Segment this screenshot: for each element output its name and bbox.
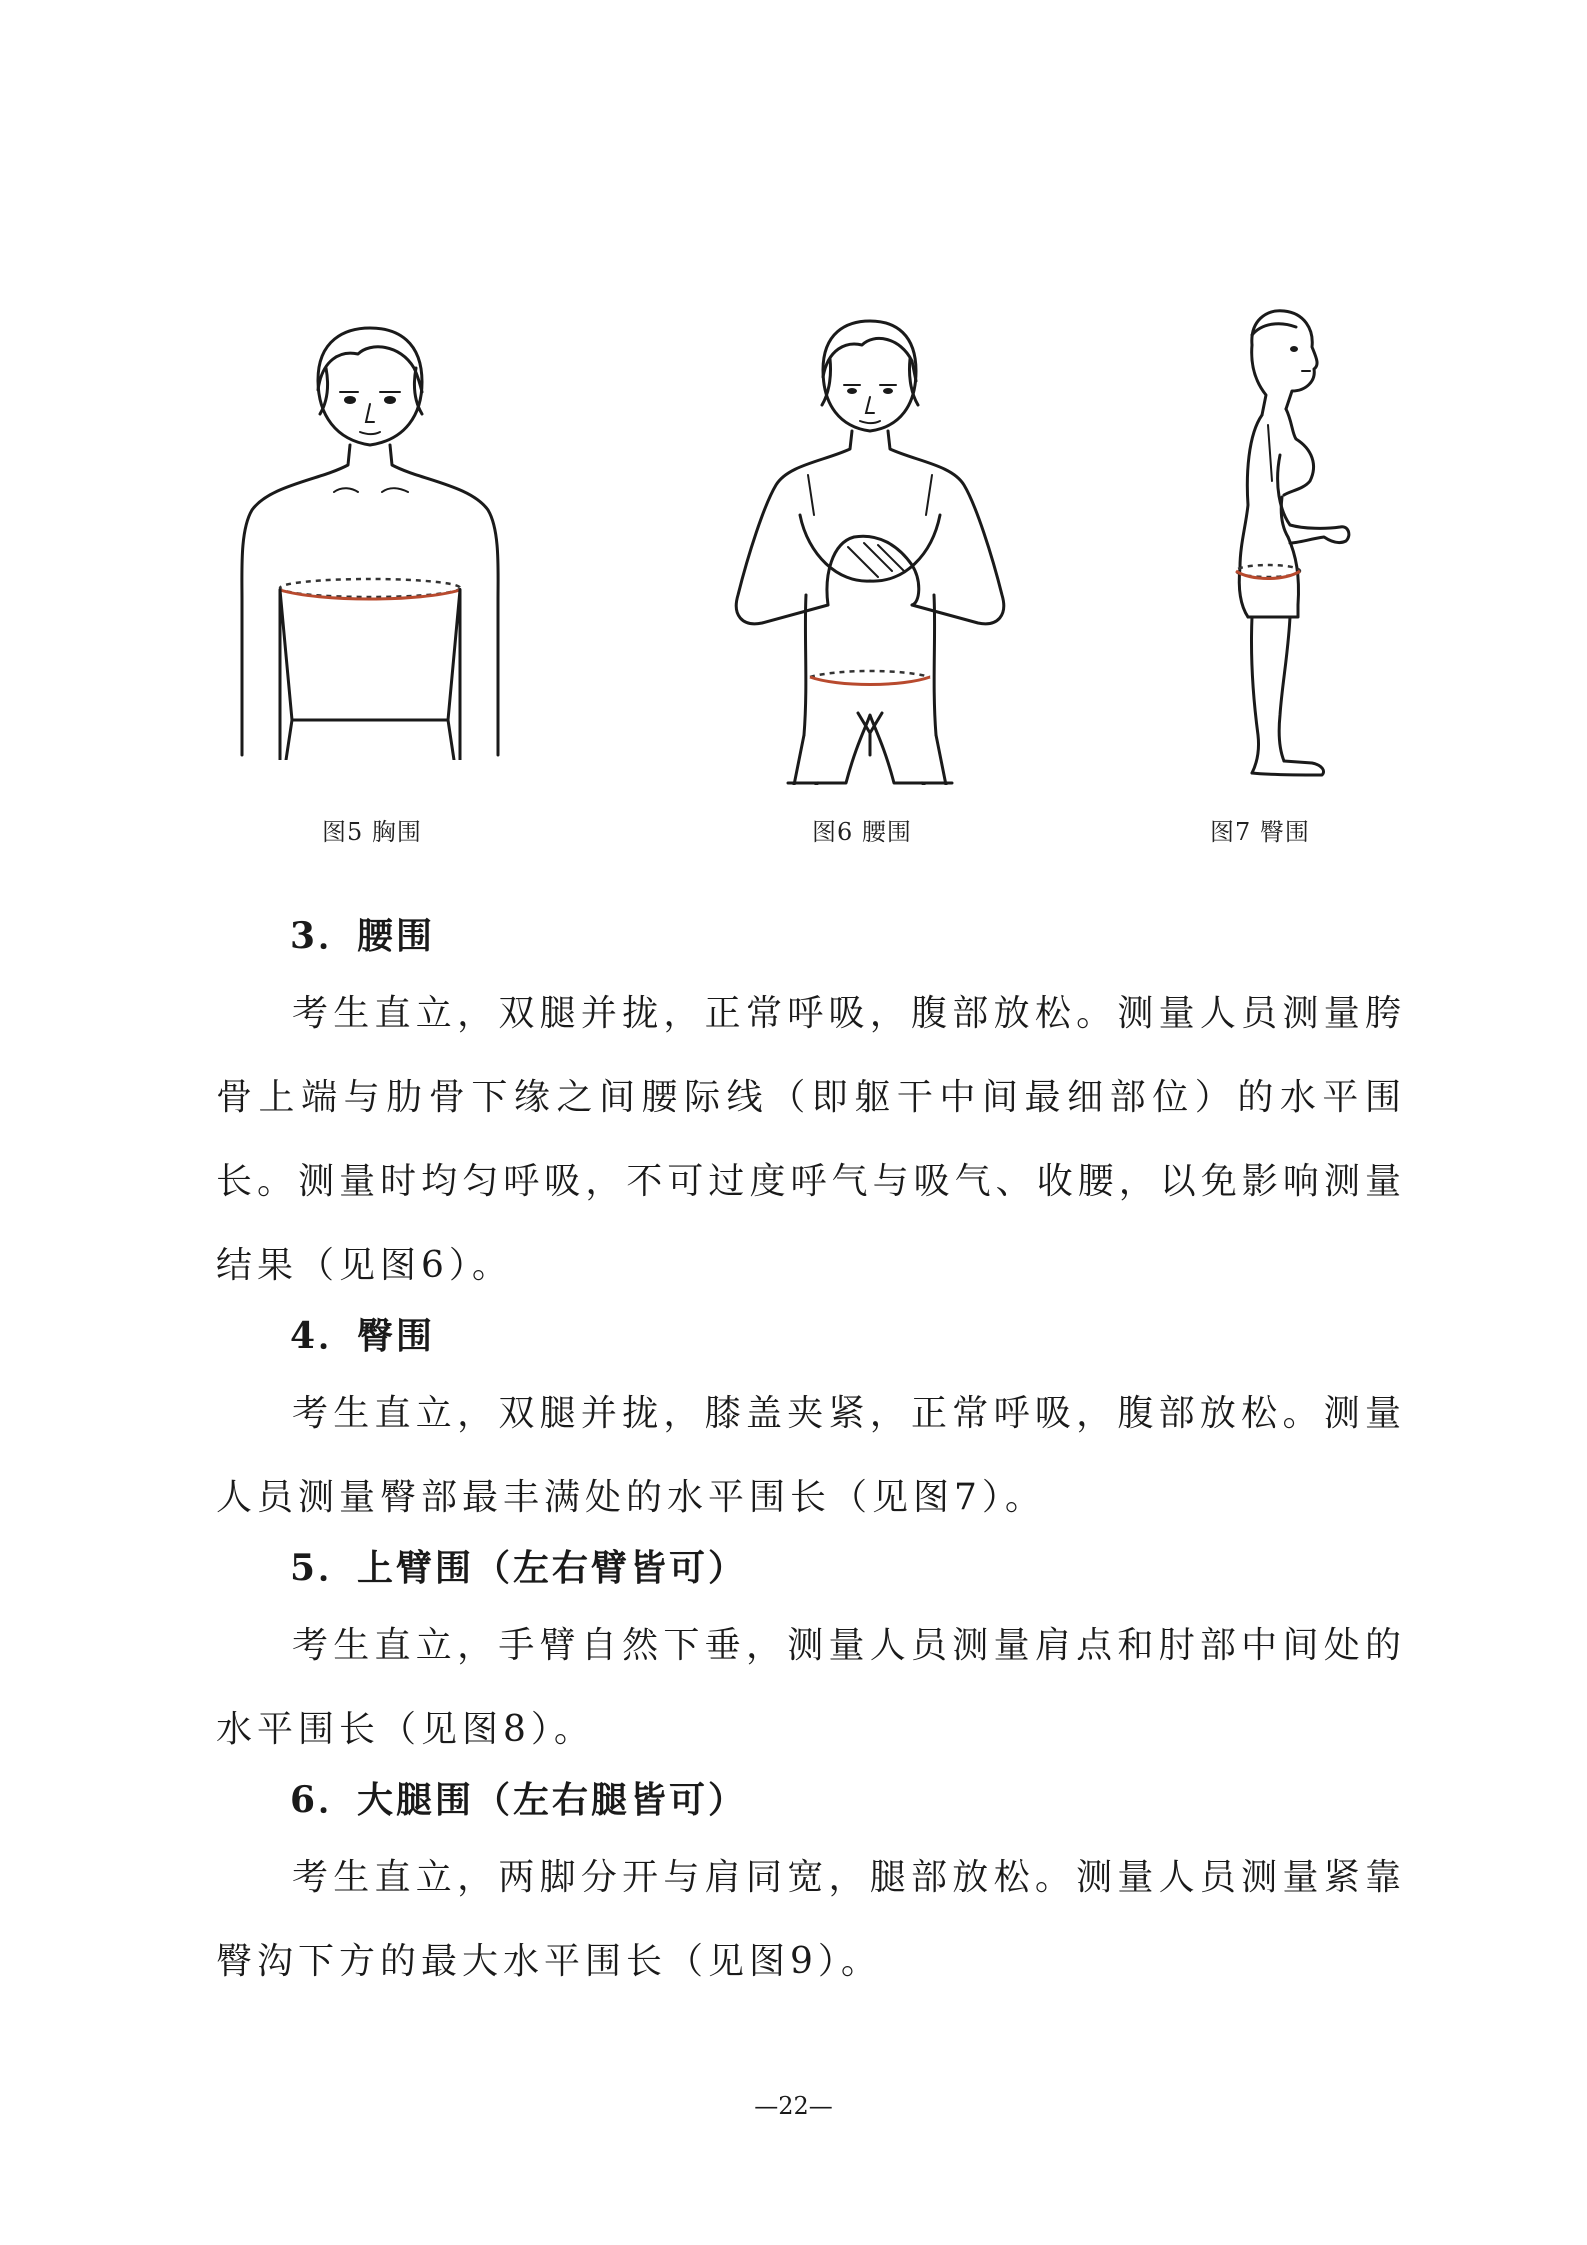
page-number: —22— (754, 2092, 833, 2120)
section-heading-waist: 3．腰围 (290, 915, 436, 957)
figure-chest (230, 320, 510, 760)
waist-circumference-illustration (728, 315, 1008, 785)
section-text-thigh: 考生直立，两脚分开与肩同宽，腿部放松。测量人员测量紧靠臀沟下方的最大水平围长（见图9）。 (216, 1857, 1406, 1982)
section-text-upper-arm: 考生直立，手臂自然下垂，测量人员测量肩点和肘部中间处的水平围长（见图8）。 (216, 1625, 1406, 1750)
hip-circumference-illustration (1210, 305, 1370, 785)
figure-caption: 图7 臀围 (1210, 818, 1310, 846)
section-text-hip: 考生直立，双腿并拢，膝盖夹紧，正常呼吸，腹部放松。测量人员测量臀部最丰满处的水平围长（见图7）。 (216, 1393, 1406, 1518)
figure-waist (728, 315, 1008, 785)
section-heading-hip: 4．臀围 (290, 1315, 436, 1357)
figure-hip (1210, 305, 1370, 785)
section-heading-thigh: 6．大腿围（左右腿皆可） (290, 1779, 748, 1821)
section-text-waist: 考生直立，双腿并拢，正常呼吸，腹部放松。测量人员测量胯骨上端与肋骨下缘之间腰际线（即躯干中间最细部位）的水平围长。测量时均匀呼吸，不可过度呼气与吸气、收腰，以免影响测量结果（见图6）。 (216, 993, 1406, 1286)
figure-caption: 图5 胸围 (322, 818, 422, 846)
figure-caption: 图6 腰围 (812, 818, 912, 846)
chest-circumference-illustration (230, 320, 510, 760)
section-heading-upper-arm: 5．上臂围（左右臂皆可） (290, 1547, 748, 1589)
